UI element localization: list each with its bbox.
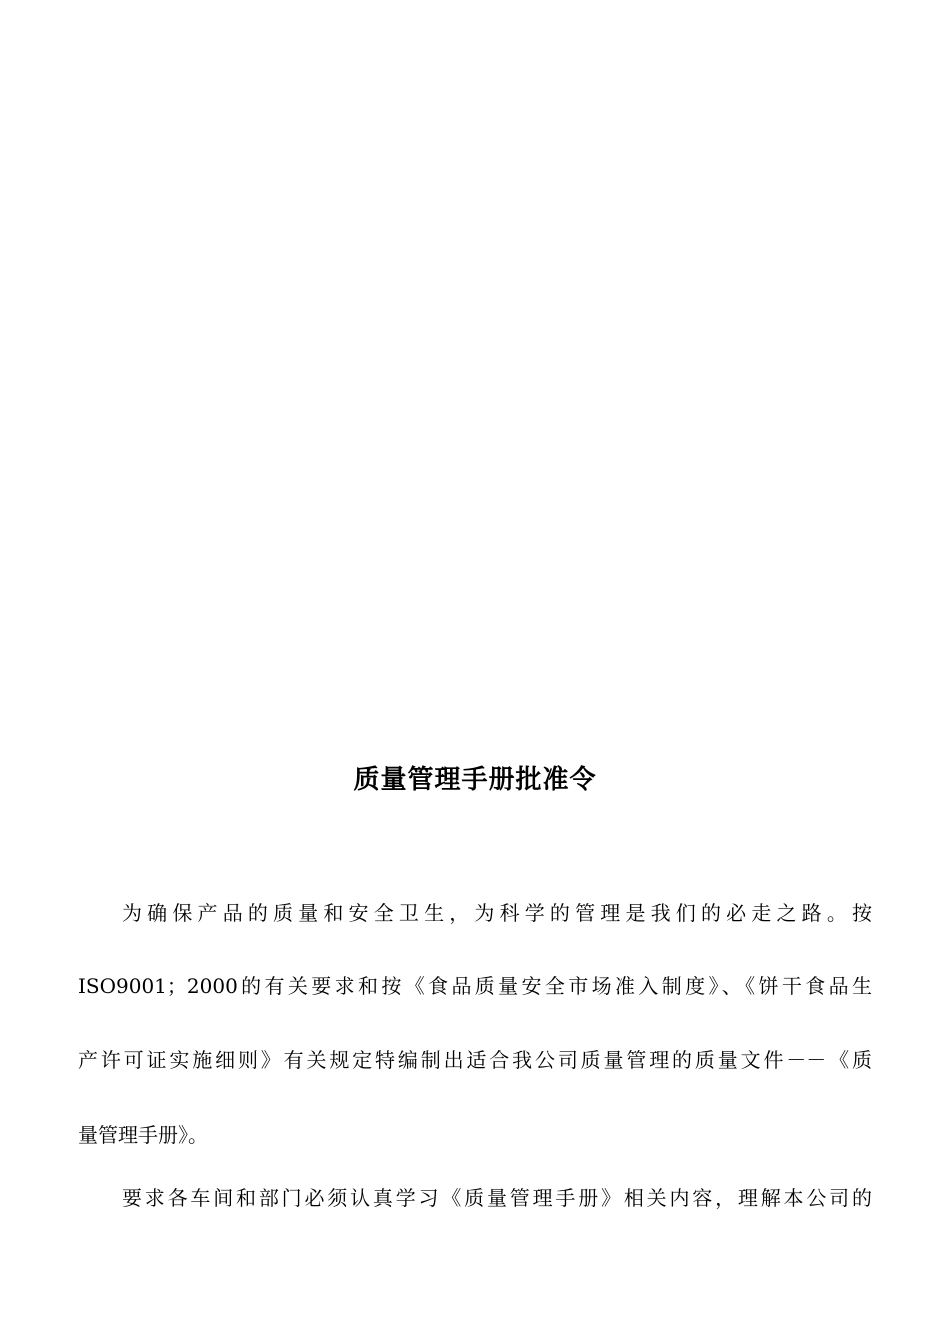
document-title: 质量管理手册批准令 (353, 765, 597, 795)
paragraph-2-line-1: 要求各车间和部门必须认真学习《质量管理手册》相关内容，理解本公司的 (122, 1186, 872, 1210)
paragraph-1-line-1: 为确保产品的质量和安全卫生，为科学的管理是我们的必走之路。按 (122, 901, 872, 925)
paragraph-1-line-3: 产许可证实施细则》有关规定特编制出适合我公司质量管理的质量文件－－《质 (78, 1048, 872, 1072)
paragraph-1-line-4: 量管理手册》。 (78, 1123, 208, 1147)
paragraph-1-line-2: ISO9001；2000的有关要求和按《食品质量安全市场准入制度》、《饼干食品生 (78, 974, 872, 998)
